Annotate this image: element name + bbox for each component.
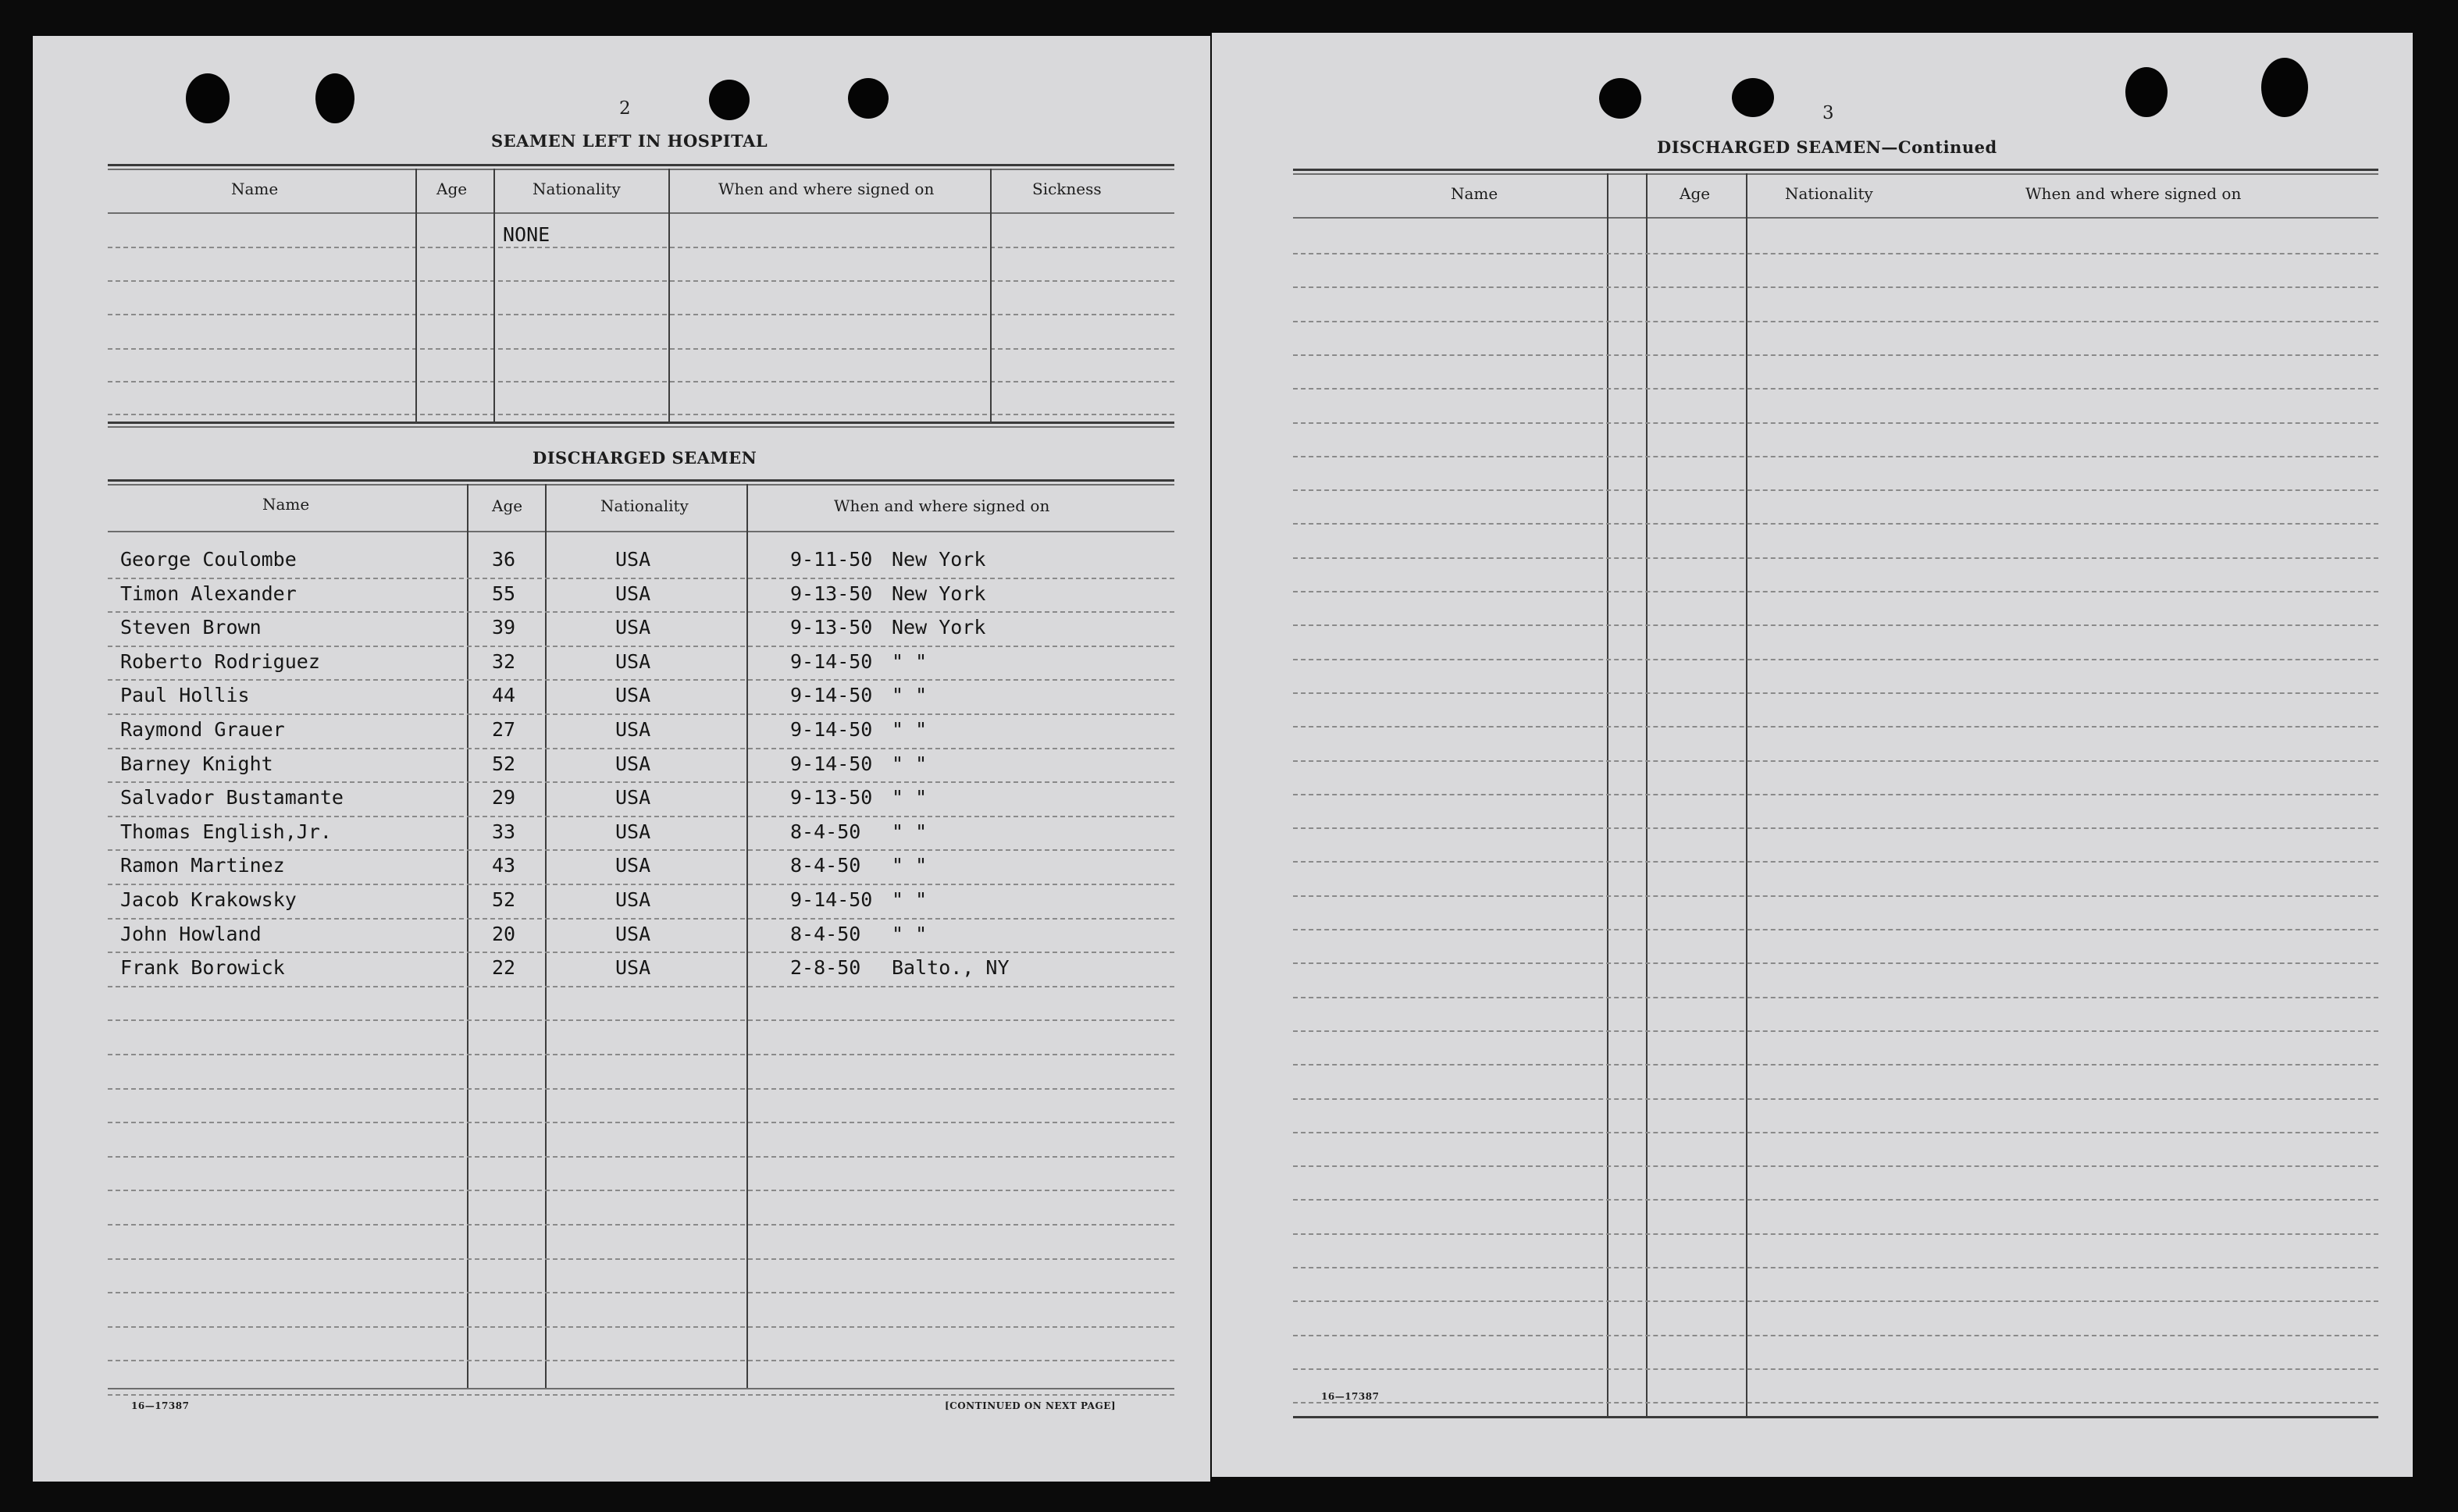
nationality-cell: USA xyxy=(615,786,651,809)
punch-hole xyxy=(2261,58,2308,117)
column-header-nationality: Nationality xyxy=(533,180,621,198)
place-cell: " " xyxy=(892,854,928,877)
nationality-cell: USA xyxy=(615,718,651,741)
date-cell: 2-8-50 xyxy=(790,956,861,979)
column-header-name: Name xyxy=(1451,184,1498,203)
title-main: DISCHARGED SEAMEN xyxy=(1657,137,1882,157)
age-cell: 22 xyxy=(492,956,516,979)
date-cell: 9-14-50 xyxy=(790,650,873,673)
name-cell: John Howland xyxy=(120,923,262,945)
date-cell: 9-14-50 xyxy=(790,718,873,741)
continued-note: [CONTINUED ON NEXT PAGE] xyxy=(945,1400,1117,1411)
date-cell: 9-13-50 xyxy=(790,786,873,809)
name-cell: Thomas English,Jr. xyxy=(120,820,332,843)
punch-hole xyxy=(2125,67,2168,117)
form-number: 16—17387 xyxy=(1321,1391,1380,1402)
place-cell: " " xyxy=(892,684,928,706)
age-cell: 52 xyxy=(492,752,516,775)
age-cell: 55 xyxy=(492,582,516,605)
date-cell: 9-14-50 xyxy=(790,752,873,775)
name-cell: Roberto Rodriguez xyxy=(120,650,320,673)
age-cell: 39 xyxy=(492,616,516,639)
name-cell: Barney Knight xyxy=(120,752,273,775)
punch-hole xyxy=(186,73,230,123)
place-cell: " " xyxy=(892,923,928,945)
name-cell: George Coulombe xyxy=(120,548,297,571)
page-number: 2 xyxy=(619,98,631,119)
name-cell: Frank Borowick xyxy=(120,956,285,979)
punch-hole xyxy=(315,73,354,123)
date-cell: 9-13-50 xyxy=(790,582,873,605)
punch-hole xyxy=(1599,78,1641,119)
age-cell: 27 xyxy=(492,718,516,741)
name-cell: Ramon Martinez xyxy=(120,854,285,877)
place-cell: " " xyxy=(892,820,928,843)
nationality-cell: USA xyxy=(615,888,651,911)
column-header-signed-on: When and where signed on xyxy=(834,496,1050,515)
nationality-cell: USA xyxy=(615,956,651,979)
discharged-section-title: DISCHARGED SEAMEN xyxy=(533,448,757,468)
name-cell: Steven Brown xyxy=(120,616,262,639)
form-number: 16—17387 xyxy=(131,1400,190,1411)
nationality-cell: USA xyxy=(615,616,651,639)
place-cell: " " xyxy=(892,752,928,775)
place-cell: New York xyxy=(892,616,986,639)
date-cell: 9-13-50 xyxy=(790,616,873,639)
age-cell: 32 xyxy=(492,650,516,673)
nationality-cell: USA xyxy=(615,548,651,571)
name-cell: Paul Hollis xyxy=(120,684,250,706)
column-header-name: Name xyxy=(231,180,279,198)
nationality-cell: USA xyxy=(615,752,651,775)
right-page xyxy=(1212,33,2413,1477)
column-header-nationality: Nationality xyxy=(1785,184,1873,203)
place-cell: New York xyxy=(892,582,986,605)
place-cell: " " xyxy=(892,650,928,673)
nationality-cell: USA xyxy=(615,854,651,877)
column-header-age: Age xyxy=(1680,184,1711,203)
punch-hole xyxy=(709,80,750,120)
place-cell: New York xyxy=(892,548,986,571)
column-header-nationality: Nationality xyxy=(600,496,689,515)
hospital-section-title: SEAMEN LEFT IN HOSPITAL xyxy=(491,131,768,151)
date-cell: 8-4-50 xyxy=(790,923,861,945)
place-cell: " " xyxy=(892,718,928,741)
name-cell: Raymond Grauer xyxy=(120,718,285,741)
age-cell: 36 xyxy=(492,548,516,571)
right-section-title xyxy=(1657,137,1997,157)
punch-hole xyxy=(1732,78,1774,117)
column-header-signed-on: When and where signed on xyxy=(2025,184,2242,203)
date-cell: 9-14-50 xyxy=(790,684,873,706)
name-cell: Jacob Krakowsky xyxy=(120,888,297,911)
nationality-cell: USA xyxy=(615,582,651,605)
place-cell: " " xyxy=(892,786,928,809)
title-suffix: —Continued xyxy=(1881,137,1997,157)
left-page xyxy=(33,36,1210,1482)
age-cell: 29 xyxy=(492,786,516,809)
age-cell: 33 xyxy=(492,820,516,843)
page-number: 3 xyxy=(1822,103,1834,123)
nationality-cell: USA xyxy=(615,650,651,673)
date-cell: 8-4-50 xyxy=(790,854,861,877)
age-cell: 43 xyxy=(492,854,516,877)
punch-hole xyxy=(848,78,889,119)
age-cell: 20 xyxy=(492,923,516,945)
name-cell: Salvador Bustamante xyxy=(120,786,344,809)
nationality-cell: USA xyxy=(615,820,651,843)
hospital-none-entry: NONE xyxy=(503,223,550,246)
column-header-age: Age xyxy=(436,180,468,198)
column-header-name: Name xyxy=(262,495,310,514)
column-header-sickness: Sickness xyxy=(1032,180,1102,198)
column-header-signed-on: When and where signed on xyxy=(718,180,935,198)
age-cell: 52 xyxy=(492,888,516,911)
place-cell: " " xyxy=(892,888,928,911)
name-cell: Timon Alexander xyxy=(120,582,297,605)
date-cell: 9-11-50 xyxy=(790,548,873,571)
nationality-cell: USA xyxy=(615,923,651,945)
nationality-cell: USA xyxy=(615,684,651,706)
date-cell: 9-14-50 xyxy=(790,888,873,911)
date-cell: 8-4-50 xyxy=(790,820,861,843)
place-cell: Balto., NY xyxy=(892,956,1010,979)
age-cell: 44 xyxy=(492,684,516,706)
column-header-age: Age xyxy=(492,496,523,515)
